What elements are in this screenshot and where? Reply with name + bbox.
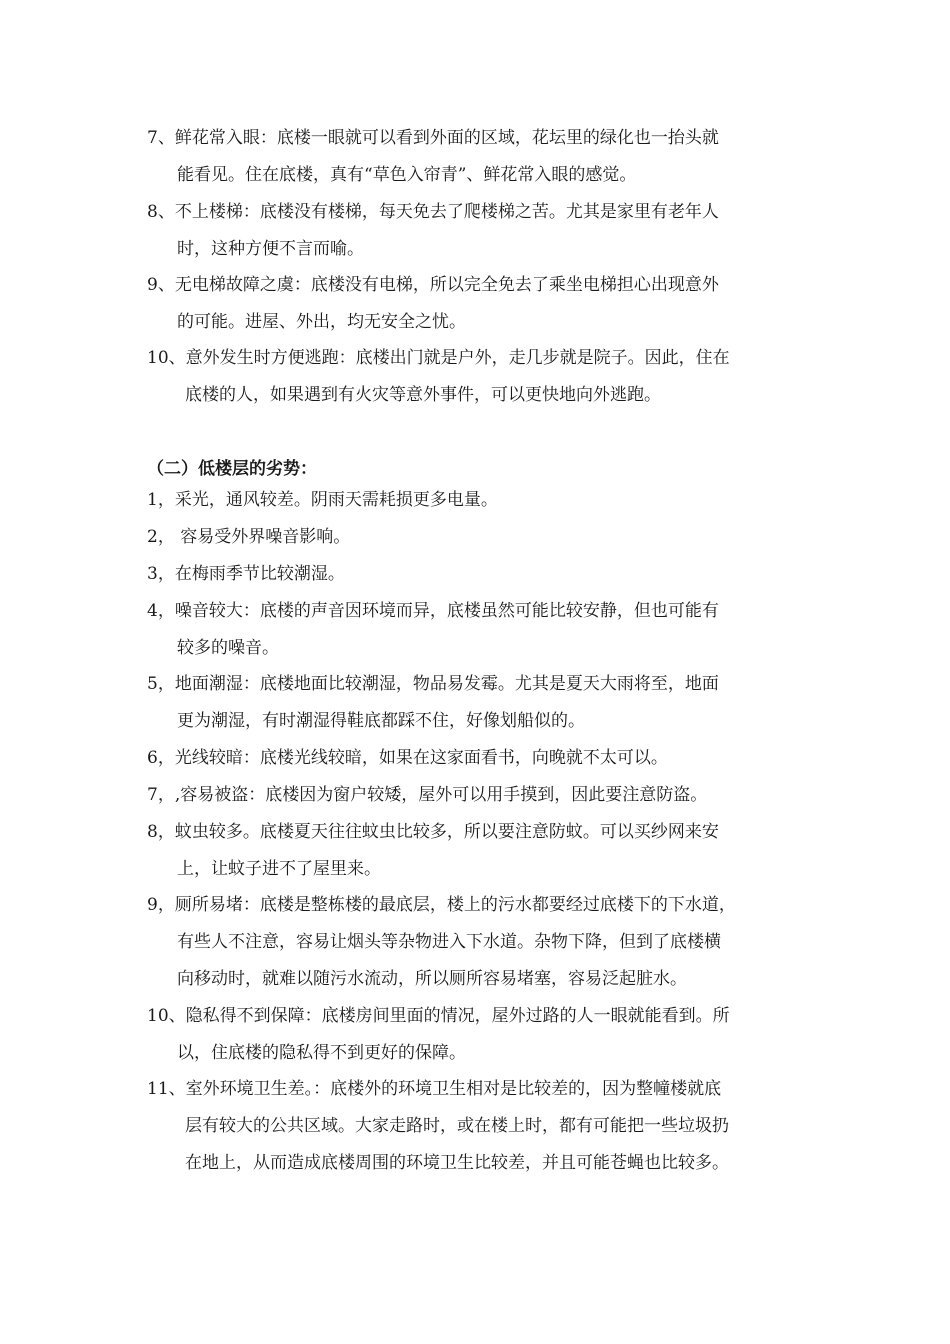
item-line: 上，让蚊子进不了屋里来。 [177, 859, 381, 879]
item-line: 1，采光，通风较差。阴雨天需耗损更多电量。 [147, 490, 498, 510]
disadvantage-item-9 [147, 887, 807, 998]
item-line: 在地上，从而造成底楼周围的环境卫生比较差，并且可能苍蝇也比较多。 [185, 1153, 729, 1173]
item-line: 10、意外发生时方便逃跑：底楼出门就是户外，走几步就是院子。因此，住在 [147, 348, 730, 368]
item-line: 以，住底楼的隐私得不到更好的保障。 [177, 1043, 466, 1063]
advantage-item-8 [147, 194, 807, 268]
disadvantage-item-1 [147, 482, 807, 519]
disadvantage-item-7 [147, 777, 807, 814]
advantage-item-10 [147, 340, 807, 414]
item-line: 4，噪音较大：底楼的声音因环境而异，底楼虽然可能比较安静，但也可能有 [147, 601, 719, 621]
item-line: 有些人不注意，容易让烟头等杂物进入下水道。杂物下降，但到了底楼横 [177, 932, 721, 952]
item-line: 9、无电梯故障之虞：底楼没有电梯，所以完全免去了乘坐电梯担心出现意外 [147, 275, 719, 295]
item-line: 能看见。住在底楼，真有“草色入帘青”、鲜花常入眼的感觉。 [177, 165, 637, 185]
item-line: 向移动时，就难以随污水流动，所以厕所容易堵塞，容易泛起脏水。 [177, 969, 687, 989]
item-line: 更为潮湿，有时潮湿得鞋底都踩不住，好像划船似的。 [177, 711, 585, 731]
advantage-item-7 [147, 120, 807, 194]
disadvantage-item-11 [147, 1071, 807, 1182]
item-line: 5，地面潮湿：底楼地面比较潮湿，物品易发霉。尤其是夏天大雨将至，地面 [147, 674, 719, 694]
item-line: 2， 容易受外界噪音影响。 [147, 527, 351, 547]
item-line: 底楼的人，如果遇到有火灾等意外事件，可以更快地向外逃跑。 [185, 385, 661, 405]
disadvantage-item-4 [147, 593, 807, 667]
item-line: 8、不上楼梯：底楼没有楼梯，每天免去了爬楼梯之苦。尤其是家里有老年人 [147, 202, 719, 222]
disadvantage-item-6 [147, 740, 807, 777]
item-line: 3，在梅雨季节比较潮湿。 [147, 564, 345, 584]
disadvantage-item-10 [147, 998, 807, 1072]
item-line: 7，,容易被盗：底楼因为窗户较矮，屋外可以用手摸到，因此要注意防盗。 [147, 785, 708, 805]
disadvantage-item-3 [147, 556, 807, 593]
item-line: 的可能。进屋、外出，均无安全之忧。 [177, 312, 466, 332]
disadvantage-item-5 [147, 666, 807, 740]
item-line: 较多的噪音。 [177, 638, 279, 658]
item-line: 10、隐私得不到保障：底楼房间里面的情况，屋外过路的人一眼就能看到。所 [147, 1006, 730, 1026]
disadvantage-item-2 [147, 519, 807, 556]
item-line: 6，光线较暗：底楼光线较暗，如果在这家面看书，向晚就不太可以。 [147, 748, 668, 768]
disadvantage-item-8 [147, 814, 807, 888]
item-line: 7、鲜花常入眼：底楼一眼就可以看到外面的区域，花坛里的绿化也一抬头就 [147, 128, 719, 148]
section-heading: （二）低楼层的劣势： [147, 459, 317, 479]
item-line: 层有较大的公共区域。大家走路时，或在楼上时，都有可能把一些垃圾扔 [185, 1116, 729, 1136]
item-line: 11、室外环境卫生差。：底楼外的环境卫生相对是比较差的，因为整幢楼就底 [147, 1079, 722, 1099]
advantage-item-9 [147, 267, 807, 341]
item-line: 时，这种方便不言而喻。 [177, 239, 364, 259]
item-line: 9，厕所易堵：底楼是整栋楼的最底层，楼上的污水都要经过底楼下的下水道， [147, 895, 736, 915]
item-line: 8，蚊虫较多。底楼夏天往往蚊虫比较多，所以要注意防蚊。可以买纱网来安 [147, 822, 719, 842]
